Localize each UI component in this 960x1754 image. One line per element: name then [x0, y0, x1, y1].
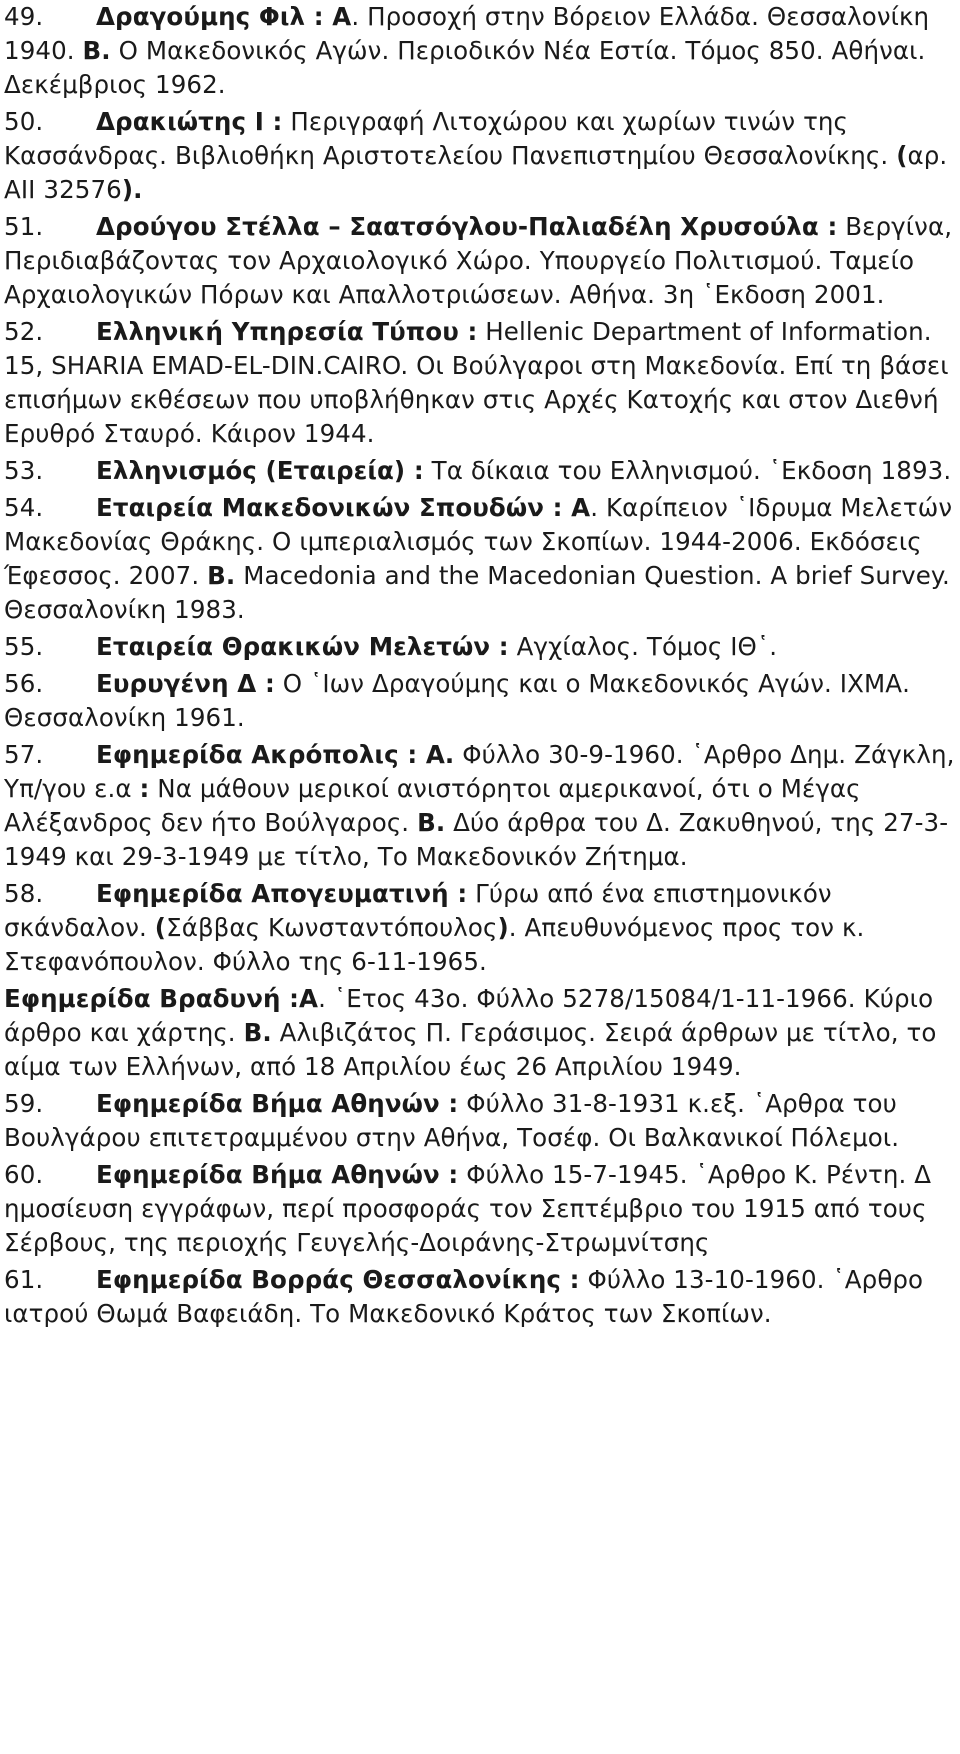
bibliography-entry: [4, 982, 956, 1084]
entry-author-heading: Εφημερίδα Βήμα Αθηνών :: [96, 1160, 459, 1189]
entry-text: . Προσοχή στην Βόρειον Ελλάδα. Θεσσαλονίκη 1940.: [4, 2, 930, 65]
entry-author-heading: Β.: [417, 808, 446, 837]
bibliography-entry: [4, 0, 956, 102]
entry-author-heading: Εφημερίδα Απογευματινή :: [96, 879, 468, 908]
entry-number: 59.: [4, 1089, 44, 1118]
entry-text: Hellenic Department of Information. 15, SHARIA EMAD-EL-DIN.CAIRO. Οι Βούλγαροι στη Μακεδονία. Επί τη βάσει επισήμων εκθέσεων που υποβλήθηκαν στις Αρχές Κατοχής και στον Διεθνή Ερυθρό Σταυρό. Κάιρον 1944.: [4, 317, 949, 448]
entry-text: Σάββας Κωνσταντόπουλος: [166, 913, 498, 942]
entry-number: 55.: [4, 632, 44, 661]
entry-author-heading: Δρούγου Στέλλα – Σαατσόγλου-Παλιαδέλη Χρυσούλα :: [96, 212, 838, 241]
entry-author-heading: :: [139, 774, 150, 803]
bibliography-entry: [4, 877, 956, 979]
entry-number: 56.: [4, 669, 44, 698]
entry-author-heading: (: [154, 913, 167, 942]
entry-author-heading: Ελληνική Υπηρεσία Τύπου :: [96, 317, 478, 346]
bibliography-entry: [4, 630, 956, 664]
entry-author-heading: Β.: [243, 1018, 272, 1047]
bibliography-entry: [4, 491, 956, 627]
bibliography-entry: [4, 105, 956, 207]
entry-text: Αλιβιζάτος Π. Γεράσιμος. Σειρά άρθρων με τίτλο, το αίμα των Ελλήνων, από 18 Απριλίου έως 26 Απριλίου 1949.: [4, 1018, 937, 1081]
entry-author-heading: Ευρυγένη Δ :: [96, 669, 275, 698]
entry-author-heading: Β.: [82, 36, 111, 65]
bibliography-entry: [4, 1263, 956, 1331]
entry-text: Τα δίκαια του Ελληνισμού. ῾Εκδοση 1893.: [423, 456, 952, 485]
entry-text: . Απευθυνόμενος προς τον κ. Στεφανόπουλον. Φύλλο της 6-11-1965.: [4, 913, 865, 976]
entry-text: Φύλλο 31-8-1931 κ.εξ. ῾Αρθρα του Βουλγάρου επιτετραμμένου στην Αθήνα, Τοσέφ. Οι Βαλκανικοί Πόλεμοι.: [4, 1089, 900, 1152]
entry-text: Macedonia and the Macedonian Question. A brief Survey. Θεσσαλονίκη 1983.: [4, 561, 950, 624]
entry-author-heading: (: [896, 141, 908, 170]
bibliography-entry: [4, 1087, 956, 1155]
entry-text: Ο ῾Ιων Δραγούμης και ο Μακεδονικός Αγών. ΙΧΜΑ. Θεσσαλονίκη 1961.: [4, 669, 910, 732]
entry-author-heading: Δραγούμης Φιλ : Α: [96, 2, 352, 31]
entry-text: Φύλλο 30-9-1960. ῾Αρθρο Δημ. Ζάγκλη, Υπ/γου ε.α: [4, 740, 955, 803]
entry-author-heading: Εφημερίδα Βορράς Θεσσαλονίκης :: [96, 1265, 580, 1294]
entry-text: Να μάθουν μερικοί ανιστόρητοι αμερικανοί, ότι ο Μέγας Αλέξανδρος δεν ήτο Βούλγαρος.: [4, 774, 861, 837]
entry-author-heading: Εταιρεία Μακεδονικών Σπουδών : Α: [96, 493, 591, 522]
entry-number: 52.: [4, 317, 44, 346]
entry-text: . ῾Ετος 43ο. Φύλλο 5278/15084/1-11-1966. Κύριο άρθρο και χάρτης.: [4, 984, 934, 1047]
entry-text: Περιγραφή Λιτοχώρου και χωρίων τινών της Κασσάνδρας. Βιβλιοθήκη Αριστοτελείου Πανεπιστημίου Θεσσαλονίκης.: [4, 107, 897, 170]
entry-text: Γύρω από ένα επιστημονικόν σκάνδαλον.: [4, 879, 832, 942]
entry-number: 54.: [4, 493, 44, 522]
entry-text: Ο Μακεδονικός Αγών. Περιοδικόν Νέα Εστία. Τόμος 850. Αθήναι. Δεκέμβριος 1962.: [4, 36, 926, 99]
entry-author-heading: Εφημερίδα Ακρόπολις : Α.: [96, 740, 455, 769]
entry-author-heading: Ελληνισμός (Εταιρεία) :: [96, 456, 424, 485]
entry-author-heading: Εταιρεία Θρακικών Μελετών :: [96, 632, 509, 661]
bibliography-entry: [4, 1158, 956, 1260]
entry-text: Φύλλο 13-10-1960. ῾Αρθρο ιατρού Θωμά Βαφειάδη. Το Μακεδονικό Κράτος των Σκοπίων.: [4, 1265, 924, 1328]
entry-text: . Καρίπειον ῾Ιδρυμα Μελετών Μακεδονίας Θράκης. Ο ιμπεριαλισμός των Σκοπίων. 1944-2006. Εκδόσεις Έφεσσος. 2007.: [4, 493, 953, 590]
bibliography-entry: [4, 210, 956, 312]
entry-text: Φύλλο 15-7-1945. ῾Αρθρο Κ. Ρέντη. Δ ημοσίευση εγγράφων, περί προσφοράς τον Σεπτέμβριο του 1915 από τους Σέρβους, της περιοχής Γευγελής-Δοιράνης-Στρωμνίτσης: [4, 1160, 932, 1257]
entry-author-heading: ): [497, 913, 509, 942]
entry-number: 50.: [4, 107, 44, 136]
entry-number: 53.: [4, 456, 44, 485]
bibliography-entry: [4, 667, 956, 735]
entry-author-heading: Εφημερίδα Βραδυνή :Α: [4, 984, 319, 1013]
entry-number: 49.: [4, 2, 44, 31]
entry-number: 57.: [4, 740, 44, 769]
bibliography-entry: [4, 738, 956, 874]
bibliography-entry: [4, 315, 956, 451]
entry-number: 60.: [4, 1160, 44, 1189]
entry-number: 61.: [4, 1265, 44, 1294]
entry-text: Αγχίαλος. Τόμος ΙΘ῾.: [508, 632, 778, 661]
entry-author-heading: Δρακιώτης Ι :: [96, 107, 283, 136]
entry-author-heading: Εφημερίδα Βήμα Αθηνών :: [96, 1089, 459, 1118]
entry-number: 58.: [4, 879, 44, 908]
entry-author-heading: Β.: [207, 561, 236, 590]
entry-text: Βεργίνα, Περιδιαβάζοντας τον Αρχαιολογικό Χώρο. Υπουργείο Πολιτισμού. Ταμείο Αρχαιολογικών Πόρων και Απαλλοτριώσεων. Αθήνα. 3η ῾Εκδοση 2001.: [4, 212, 953, 309]
entry-text: Δύο άρθρα του Δ. Ζακυθηνού, της 27-3-1949 και 29-3-1949 με τίτλο, Το Μακεδονικόν Ζήτημα.: [4, 808, 949, 871]
bibliography-document: [4, 0, 956, 1334]
entry-text: αρ. ΑΙΙ 32576: [4, 141, 948, 204]
entry-number: 51.: [4, 212, 44, 241]
entry-author-heading: ).: [121, 175, 143, 204]
bibliography-entry: [4, 454, 956, 488]
